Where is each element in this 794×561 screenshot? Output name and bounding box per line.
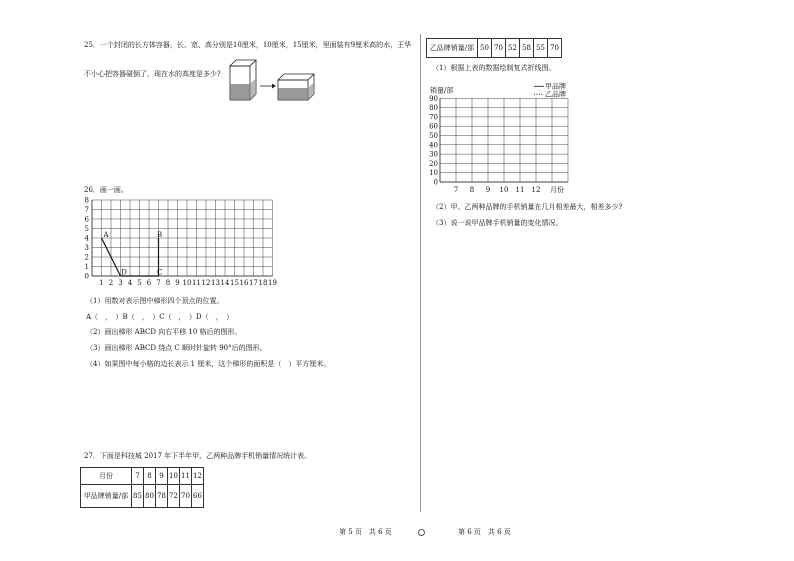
table-cell: 80 (144, 485, 156, 508)
y-tick-label: 80 (429, 104, 438, 113)
footer-right: 第 6 页 共 6 页 (458, 528, 511, 536)
y-tick-label: 8 (84, 196, 89, 205)
table-header-month: 月份 (81, 468, 132, 485)
x-tick-label: 4 (127, 279, 133, 287)
x-tick-label: 11 (515, 186, 525, 194)
right-sub1: （1）根据上表的数据绘制复式折线图。 (432, 64, 556, 72)
y-tick-label: 0 (433, 178, 438, 187)
x-tick-label: 12 (201, 279, 211, 287)
x-tick-label: 17 (249, 279, 258, 287)
q26-sub4: （4）如果图中每小格的边长表示 1 厘米，这个梯形的面积是（ ）平方厘米。 (86, 360, 331, 368)
container-illustration (228, 56, 318, 102)
blank-line-chart (426, 78, 586, 198)
x-tick-label: 1 (99, 279, 104, 287)
legend-label-yi: 乙品牌 (545, 90, 566, 99)
x-tick-label: 7 (156, 279, 161, 287)
table-cell: 78 (156, 485, 168, 508)
binding-hole-icon (418, 529, 425, 536)
x-tick-label: 2 (108, 279, 114, 287)
q26-sub2: （2）画出梯形 ABCD 向右平移 10 格后的图形。 (86, 328, 242, 336)
x-tick-label: 9 (485, 186, 491, 194)
table-cell: 8 (144, 468, 156, 485)
coordinate-grid (82, 196, 282, 295)
table-row (81, 485, 204, 508)
q26-title: 26．画一画。 (84, 186, 128, 194)
x-tick-label: 8 (165, 279, 171, 287)
y-tick-label: 1 (84, 263, 89, 271)
y-tick-label: 3 (84, 244, 89, 252)
y-tick-label: 5 (84, 225, 89, 233)
x-tick-label: 10 (499, 186, 509, 194)
q25-text-line1: 25．一个封闭的长方体容器，长、宽、高分别是10厘米，10厘米，15厘米，里面装有9厘米高的水，王华 (84, 41, 412, 49)
table-cell: 9 (156, 468, 168, 485)
x-tick-label: 19 (268, 279, 277, 287)
y-tick-label: 20 (429, 159, 438, 168)
q26-sub1-answer: A（ ， ）B（ ， ）C（ ， ）D（ ， ） (86, 313, 234, 321)
footer-left: 第 5 页 共 6 页 (339, 528, 392, 536)
x-tick-label: 8 (469, 186, 475, 194)
y-tick-label: 90 (429, 94, 438, 103)
x-tick-label: 3 (118, 279, 123, 287)
y-tick-label: 40 (429, 141, 438, 150)
x-tick-label: 5 (137, 279, 142, 287)
table-cell: 85 (132, 485, 144, 508)
y-tick-label: 30 (429, 150, 438, 159)
x-tick-label: 16 (239, 279, 249, 287)
x-tick-label: 9 (175, 279, 180, 287)
q27-title: 27．下面是科技城 2017 年下半年甲、乙两种品牌手机销量情况统计表。 (84, 452, 312, 460)
y-tick-label: 4 (84, 234, 89, 243)
x-tick-label: 12 (531, 186, 541, 194)
table-cell: 11 (180, 468, 192, 485)
q26-sub3: （3）画出梯形 ABCD 绕点 C 顺时针旋转 90°后的图形。 (86, 344, 267, 352)
x-tick-label: 14 (220, 279, 230, 287)
x-tick-label: 13 (211, 279, 220, 287)
table-cell: 58 (520, 39, 534, 58)
table-row (427, 39, 562, 58)
y-axis-label: 销量/部 (430, 86, 454, 95)
y-tick-label: 10 (429, 169, 438, 178)
q25-text-line2: 不小心把容器碰倒了，现在水的高度是多少? (84, 70, 221, 78)
table-cell: 50 (478, 39, 492, 58)
y-tick-label: 2 (84, 253, 89, 262)
table-cell: 55 (534, 39, 548, 58)
table-cell: 70 (180, 485, 192, 508)
table-cell: 10 (168, 468, 180, 485)
page-divider (420, 34, 421, 512)
table-cell: 70 (548, 39, 562, 58)
q26-sub1: （1）用数对表示图中梯形四个顶点的位置。 (86, 297, 224, 305)
table-cell: 7 (132, 468, 144, 485)
x-tick-label: 10 (182, 279, 192, 287)
y-tick-label: 70 (429, 113, 438, 122)
table-header-yi: 乙品牌销量/部 (427, 39, 478, 58)
x-axis-label: 月份 (550, 186, 564, 194)
vertex-label: D (121, 268, 127, 277)
yi-table (426, 38, 562, 58)
right-sub3: （3）说一说甲品牌手机销量的变化情况。 (432, 219, 563, 227)
vertex-label: A (103, 231, 109, 239)
table-row (81, 468, 204, 485)
y-tick-label: 0 (84, 272, 89, 281)
x-tick-label: 18 (258, 279, 268, 287)
table-cell: 12 (192, 468, 204, 485)
x-tick-label: 11 (192, 279, 201, 287)
table-cell: 66 (192, 485, 204, 508)
vertex-label: C (157, 268, 163, 277)
table-cell: 70 (492, 39, 506, 58)
table-cell: 72 (168, 485, 180, 508)
x-tick-label: 15 (230, 279, 239, 287)
table-header-jia: 甲品牌销量/部 (81, 485, 132, 508)
q27-table (80, 467, 204, 508)
x-tick-label: 7 (453, 186, 459, 194)
table-cell: 52 (506, 39, 520, 58)
x-tick-label: 6 (146, 279, 152, 287)
y-tick-label: 60 (429, 122, 438, 131)
legend-label-jia: 甲品牌 (545, 82, 566, 91)
right-sub2: （2）甲、乙两种品牌的手机销量在几月相差最大，相差多少? (432, 203, 623, 211)
vertex-label: B (157, 230, 163, 239)
y-tick-label: 50 (429, 132, 438, 140)
y-tick-label: 7 (84, 206, 89, 214)
y-tick-label: 6 (84, 215, 89, 224)
